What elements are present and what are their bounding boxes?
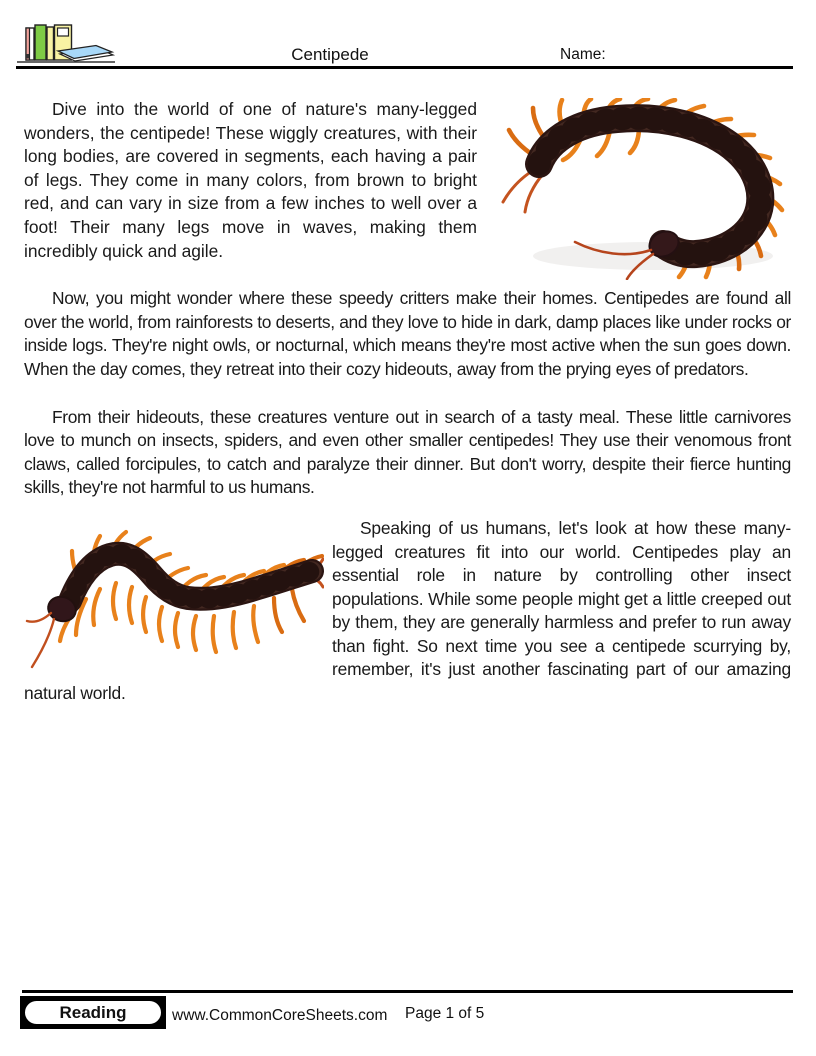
page-title: Centipede bbox=[291, 45, 369, 64]
paragraph-3: From their hideouts, these creatures venture out in search of a tasty meal. These little carnivores love to munch on insects, spiders, and even other smaller centipedes! They use their venomous front claws, called forcipules, to catch and paralyze their dinner. But don't worry, despite their fierce hunting skills, they're not harmful to us humans. bbox=[24, 406, 791, 498]
header-rule bbox=[16, 66, 793, 69]
paragraph-block-1 bbox=[24, 98, 791, 263]
paragraph-block-2 bbox=[24, 287, 791, 381]
paragraph-block-4 bbox=[24, 517, 791, 706]
footer-rule bbox=[22, 990, 793, 993]
reading-passage bbox=[24, 98, 791, 706]
page-number-label: Page 1 of 5 bbox=[405, 1005, 485, 1022]
website-text: www.CommonCoreSheets.com bbox=[172, 1007, 388, 1024]
name-label: Name: bbox=[560, 46, 606, 63]
books-stack-icon bbox=[16, 22, 116, 64]
paragraph-block-3 bbox=[24, 406, 791, 500]
paragraph-2: Now, you might wonder where these speedy critters make their homes. Centipedes are found all over the world, from rainforests to deserts, and they love to hide in dark, damp places like under rocks or inside logs. They're night owls, or nocturnal, which means they're most active when the sun goes down. When the day comes, they retreat into their cozy hideouts, away from the prying eyes of predators. bbox=[24, 288, 791, 379]
category-badge bbox=[20, 996, 166, 1029]
category-badge-label: Reading bbox=[23, 999, 163, 1026]
paragraph-4: Speaking of us humans, let's look at how these many-legged creatures fit into our world. Centipedes play an essential role in nature by controlling other insect populations. While some people might get a little creeped out by them, they are generally harmless and prefer to run away than fight. So next time you see a centipede scurrying by, remember, it's just another fascinating part of our amazing natural world. bbox=[24, 517, 791, 704]
crawling-centipede-image bbox=[24, 517, 324, 679]
curled-centipede-image bbox=[483, 98, 791, 280]
paragraph-1: Dive into the world of one of nature's many-legged wonders, the centipede! These wiggly creatures, with their long bodies, are covered in segments, each having a pair of legs. They come in many colors, from brown to bright red, and can vary in size from a few inches to well over a foot! Their many legs move in waves, making them incredibly quick and agile. bbox=[24, 99, 477, 261]
